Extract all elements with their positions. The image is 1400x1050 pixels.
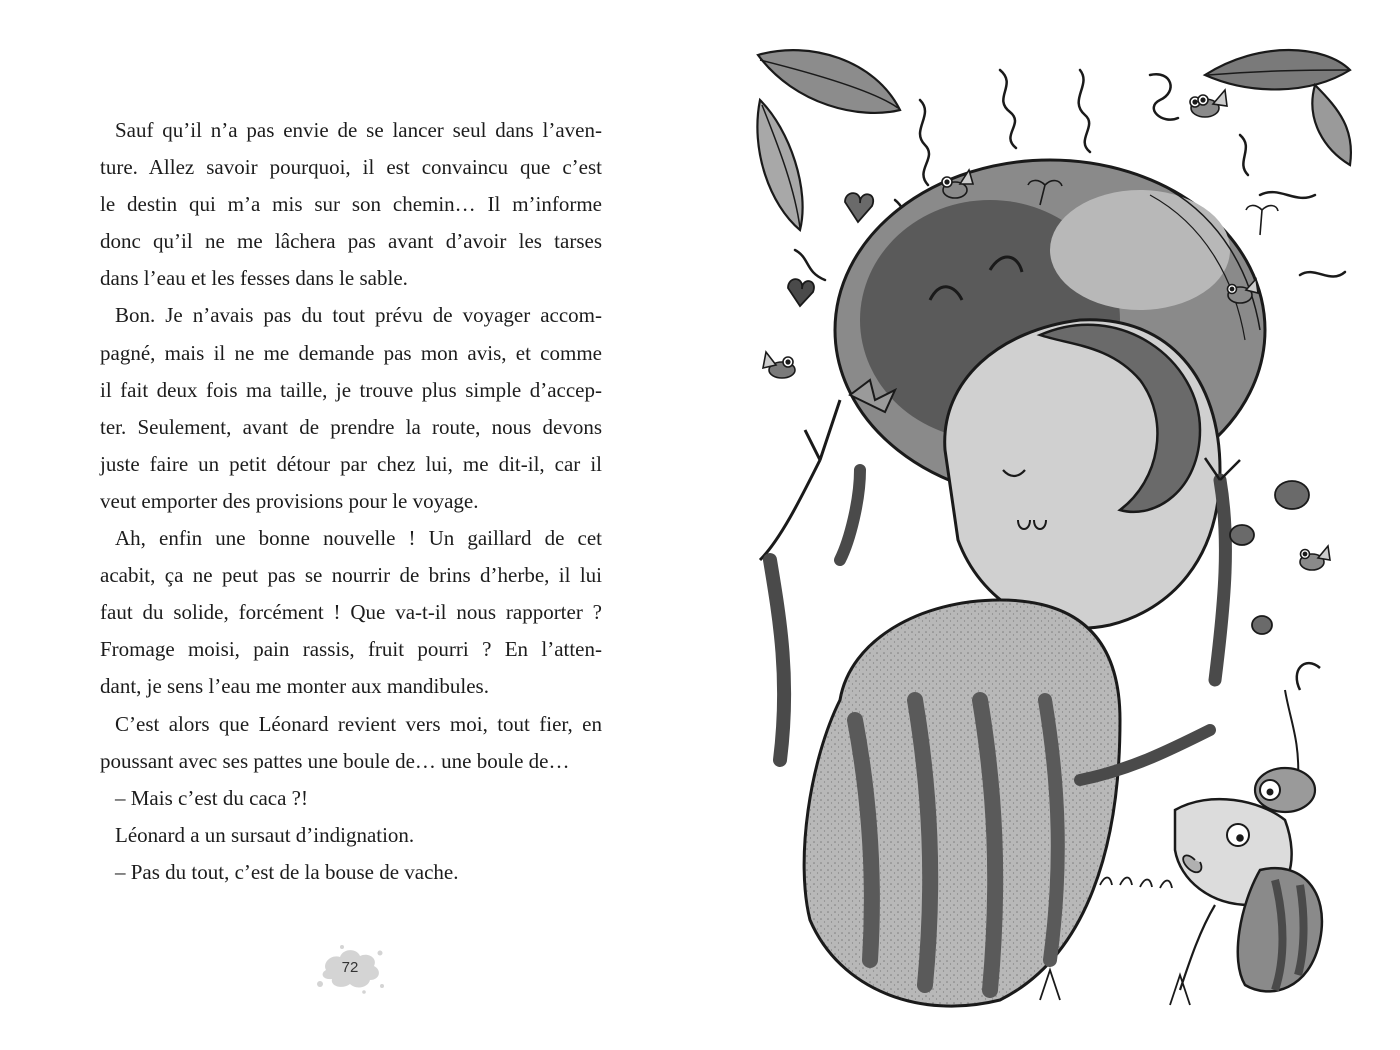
text-line: Bon. Je n’avais pas du tout prévu de voyager accom- [115, 303, 602, 328]
beetle-illustration [700, 0, 1400, 1050]
leaf-top-right-icon [1205, 50, 1351, 165]
pebbles [1230, 481, 1309, 634]
text-line: acabit, ça ne peut pas se nourrir de brins d’herbe, il lui [100, 563, 602, 588]
text-line: Sauf qu’il n’a pas envie de se lancer seul dans l’aven- [115, 118, 602, 142]
paragraph [100, 520, 602, 705]
small-bug-character [1175, 663, 1322, 991]
text-line: – Mais c’est du caca ?! [115, 785, 308, 810]
paragraph [100, 706, 602, 780]
leaf-top-left-icon [757, 50, 900, 230]
text-line: Fromage moisi, pain rassis, fruit pourri ? En l’atten- [100, 637, 602, 662]
text-line: dant, je sens l’eau me monter aux mandibules. [100, 674, 489, 699]
page-number: 72 [341, 959, 359, 976]
fly-icon [1190, 90, 1227, 117]
page-number-badge [312, 940, 388, 998]
text-line: C’est alors que Léonard revient vers moi, tout fier, en [115, 711, 602, 736]
text-line: pagné, mais il ne me demande pas mon avis, et comme [100, 340, 602, 365]
text-line: Ah, enfin une bonne nouvelle ! Un gaillard de cet [115, 526, 602, 551]
text-line: juste faire un petit détour par chez lui, me dit-il, car il [100, 451, 602, 476]
paragraph [100, 297, 602, 520]
text-line: – Pas du tout, c’est de la bouse de vache. [115, 859, 459, 884]
fly-icon [1300, 546, 1330, 570]
text-line: dans l’eau et les fesses dans le sable. [100, 266, 408, 291]
paragraph [100, 112, 602, 297]
text-line: donc qu’il ne me lâchera pas avant d’avoir les tarses [100, 229, 602, 254]
heart-icon [788, 279, 814, 306]
text-line: veut emporter des provisions pour le voyage. [100, 488, 479, 513]
text-line: poussant avec ses pattes une boule de… une boule de… [100, 748, 570, 773]
paragraph [100, 817, 602, 854]
text-line: faut du solide, forcément ! Que va-t-il nous rapporter ? [100, 600, 602, 625]
right-page [700, 0, 1400, 1050]
text-line: Léonard a un sursaut d’indignation. [115, 822, 415, 847]
fly-icon [763, 352, 795, 378]
text-line: ture. Allez savoir pourquoi, il est convaincu que c’est [100, 155, 602, 180]
paragraph [100, 780, 602, 817]
body-text [100, 112, 602, 891]
text-line: le destin qui m’a mis sur son chemin… Il m’informe [100, 192, 602, 217]
paragraph [100, 854, 602, 891]
heart-icon [845, 193, 873, 222]
beetle-character [760, 257, 1240, 1006]
text-line: ter. Seulement, avant de prendre la route, nous devons [100, 414, 602, 439]
text-line: il fait deux fois ma taille, je trouve plus simple d’accep- [100, 377, 602, 402]
